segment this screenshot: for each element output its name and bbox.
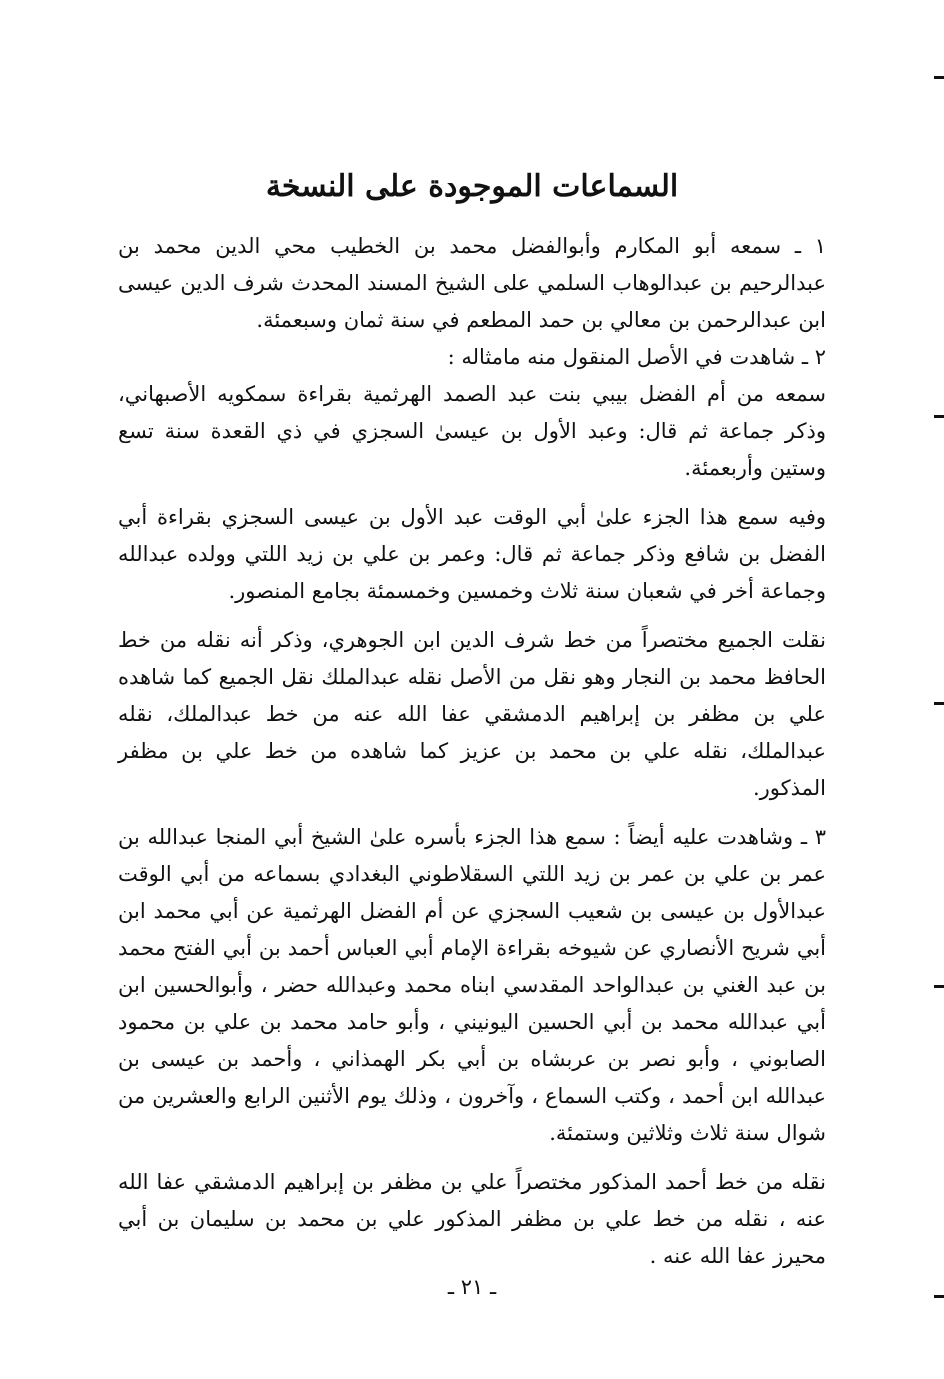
paragraph-samaa-2-text: سمعه من أم الفضل بيبي بنت عبد الصمد الهرثمية بقراءة سمكويه الأصبهاني، وذكر جماعة ثم قال: وعبد الأول بن عيسىٰ السجزي في ذي القعدة سنة تسع وستين وأربعمئة. [118, 382, 826, 480]
paragraph-samaa-1: ١ ـ سمعه أبو المكارم وأبوالفضل محمد بن الخطيب محي الدين محمد بن عبدالرحيم بن عبدالوهاب السلمي على الشيخ المسند المحدث شرف الدين عيسى ابن عبدالرحمن بن معالي بن حمد المطعم في سنة ثمان وسبعمئة. [118, 234, 826, 332]
paragraph-abu-al-waqt: وفيه سمع هذا الجزء علىٰ أبي الوقت عبد الأول بن عيسى السجزي بقراءة أبي الفضل بن شافع وذكر جماعة ثم قال: وعمر بن علي بن زيد اللتي وولده عبدالله وجماعة أخر في شعبان سنة ثلاث وخمسين وخمسمئة بجامع المنصور. [118, 505, 826, 603]
page-number: ـ ٢١ ـ [447, 1275, 497, 1299]
page-title: السماعات الموجودة على النسخة [265, 169, 679, 204]
edge-mark [934, 702, 944, 705]
paragraph-samaa-3: ٣ ـ وشاهدت عليه أيضاً : سمع هذا الجزء بأسره علىٰ الشيخ أبي المنجا عبدالله بن عمر بن علي بن عمر بن زيد اللتي السقلاطوني البغدادي بسماعه من أبي الوقت عبدالأول بن عيسى بن شعيب السجزي عن أم الفضل الهرثمية عن أبي محمد ابن أبي شريح الأنصاري عن شيوخه بقراءة الإمام أبي العباس أحمد بن أبي الفتح محمد بن عبد الغني بن عبدالواحد المقدسي ابناه محمد وعبدالله حضر ، وأبوالحسين ابن أبي عبدالله محمد بن أبي الحسين اليونيني ، وأبو حامد محمد بن علي بن محمود الصابوني ، وأبو نصر بن عربشاه بن أبي بكر الهمذاني ، وأحمد بن عيسى بن عبدالله ابن أحمد ، وكتب السماع ، وآخرون ، وذلك يوم الأثنين الرابع والعشرين من شوال سنة ثلاث وثلاثين وستمئة. [118, 825, 826, 1145]
paragraph-closing-note: نقله من خط أحمد المذكور مختصراً علي بن مظفر بن إبراهيم الدمشقي عفا الله عنه ، نقله من خط علي بن مظفر المذكور علي بن محمد بن سليمان بن أبي محيرز عفا الله عنه . [118, 1170, 826, 1268]
edge-mark [934, 1295, 944, 1298]
paragraph-samaa-2-heading: ٢ ـ شاهدت في الأصل المنقول منه مامثاله : [447, 345, 826, 369]
edge-mark [934, 985, 944, 988]
body-text [118, 228, 826, 1275]
edge-mark [934, 415, 944, 418]
paragraph-transmission-note: نقلت الجميع مختصراً من خط شرف الدين ابن الجوهري، وذكر أنه نقله من خط الحافظ محمد بن النجار وهو نقل من الأصل نقله عبدالملك نقل الجميع كما شاهده علي بن مظفر بن إبراهيم الدمشقي عفا الله عنه من خط عبدالملك، نقله عبدالملك، نقله علي بن محمد بن عزيز كما شاهده من خط علي بن مظفر المذكور. [118, 628, 826, 800]
edge-mark [934, 76, 944, 79]
